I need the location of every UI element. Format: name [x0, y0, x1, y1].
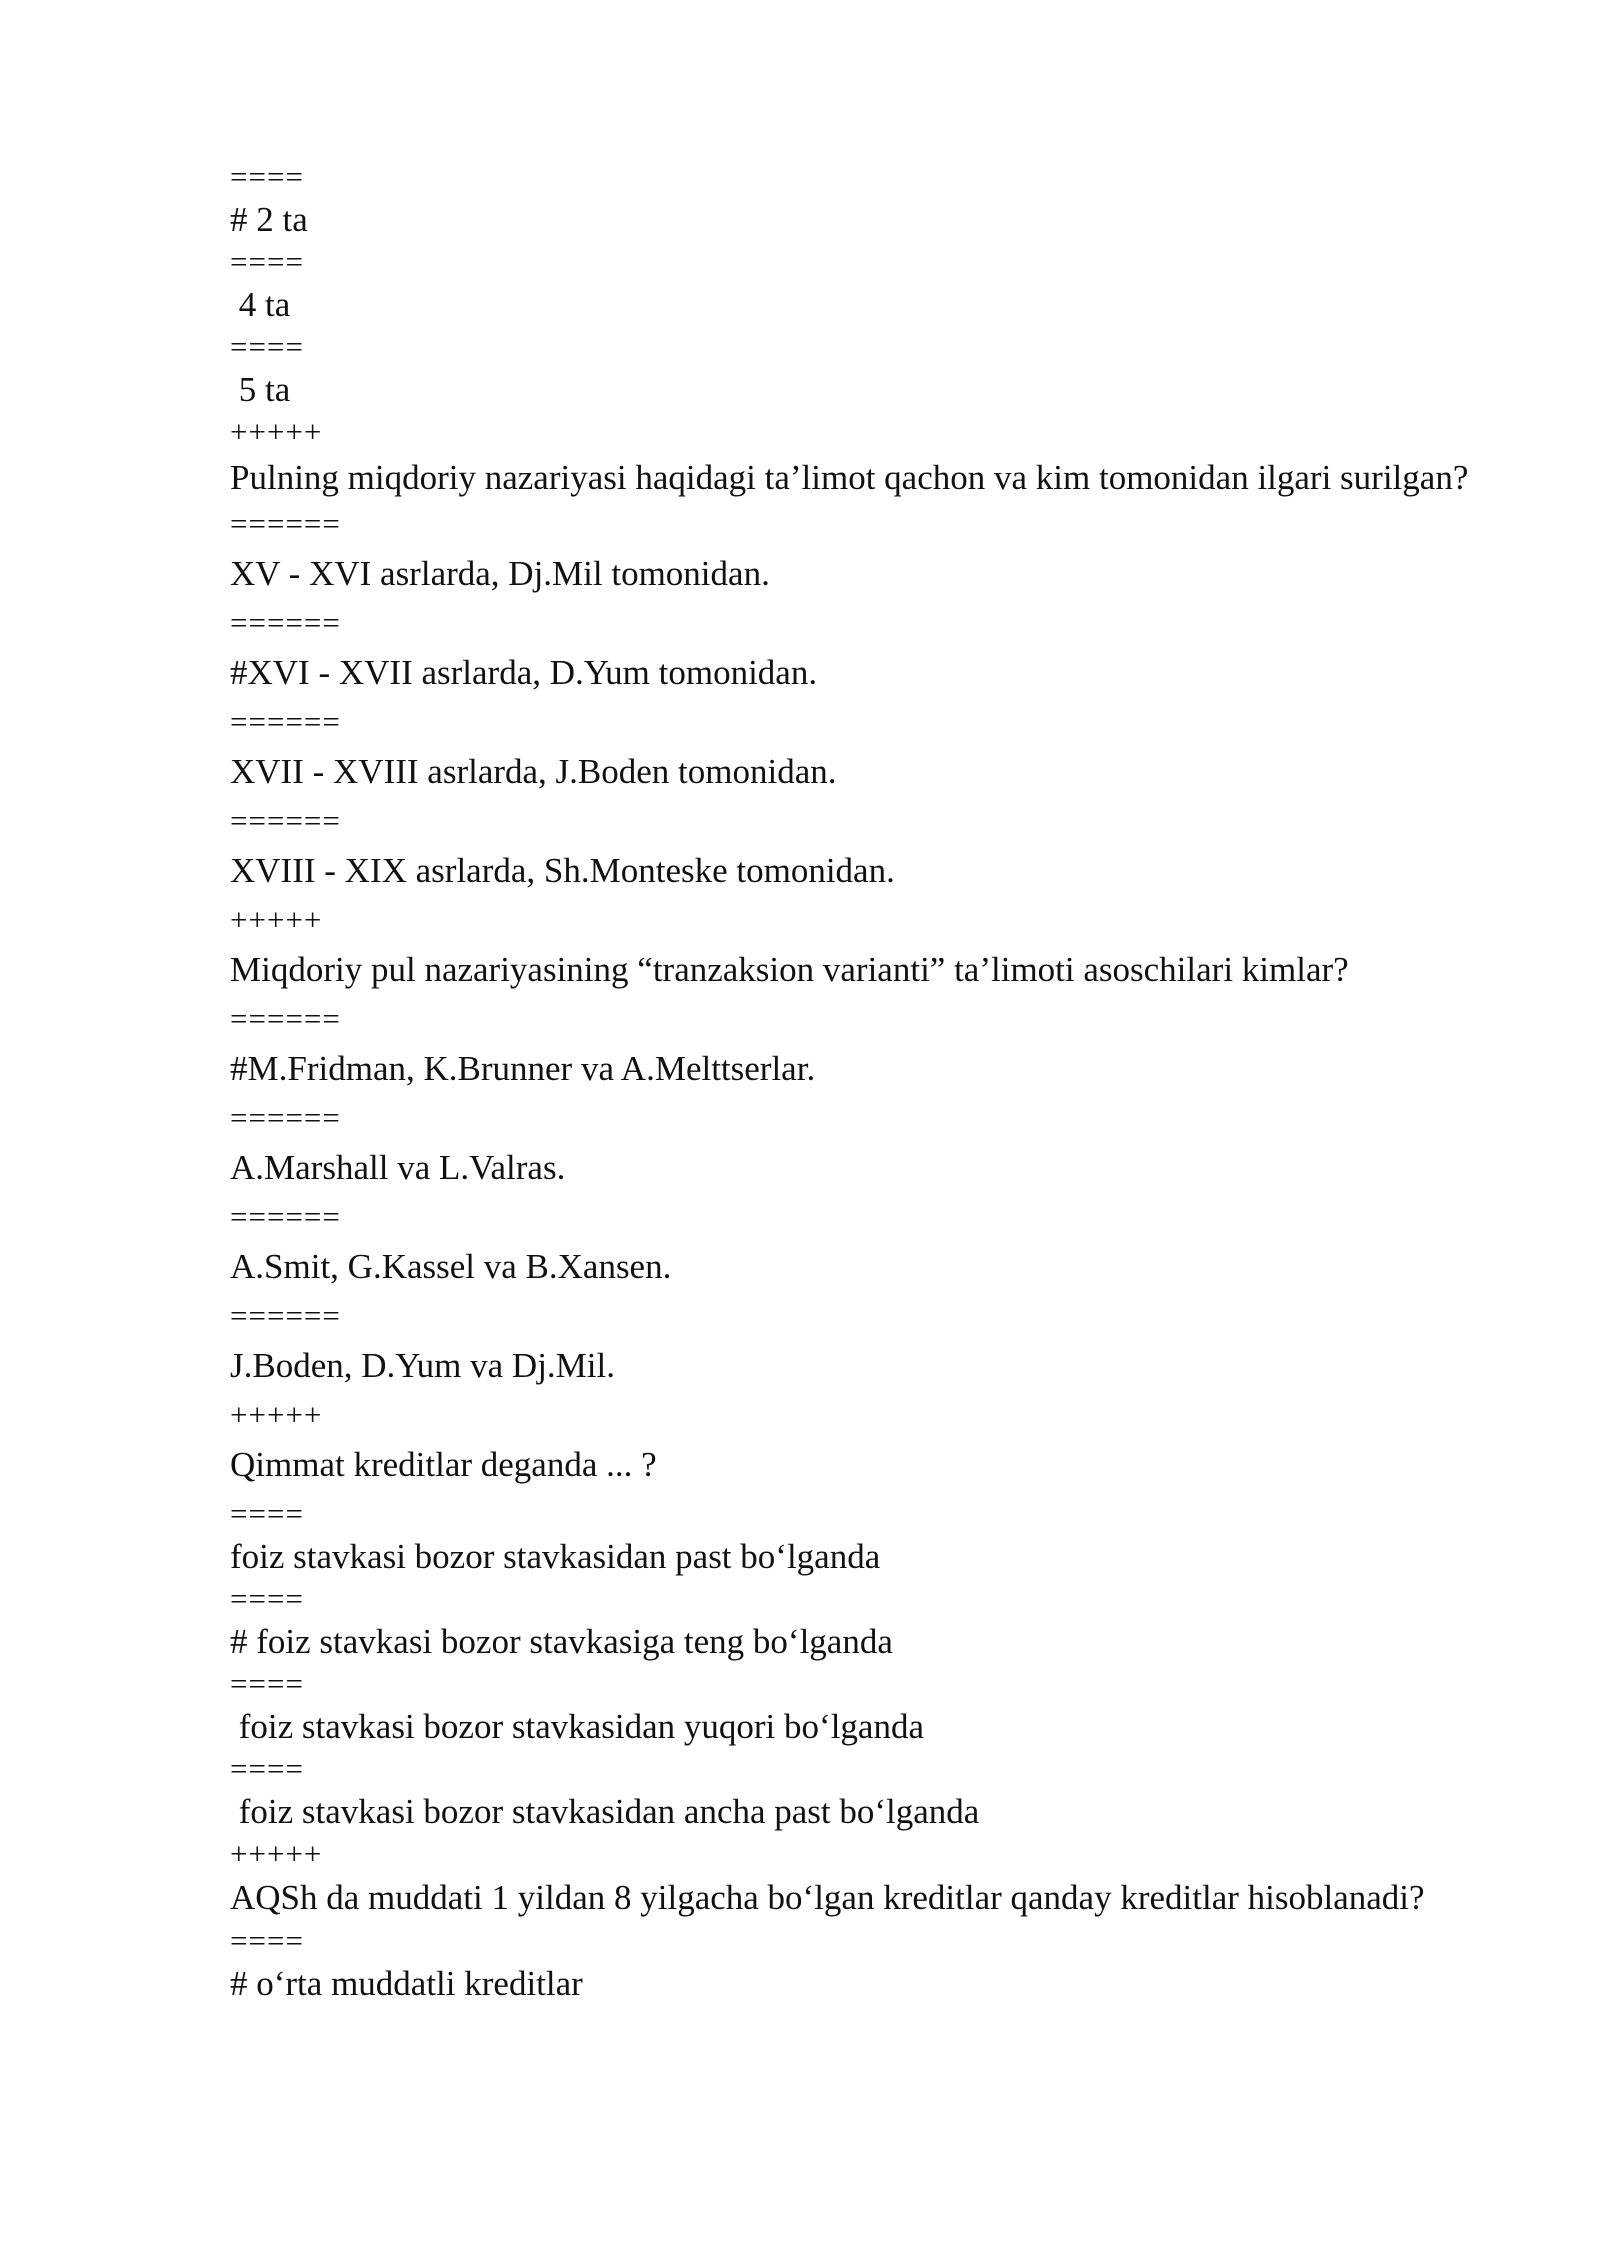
- answer-option-correct: # o‘rta muddatli kreditlar: [230, 1964, 583, 2003]
- answer-separator: ====: [230, 159, 304, 194]
- question-text: Qimmat kreditlar deganda ... ?: [230, 1445, 657, 1484]
- answer-separator: ====: [230, 1751, 304, 1786]
- answer-separator: ====: [230, 244, 304, 279]
- question-separator: +++++: [230, 1836, 323, 1871]
- answer-option: 5 ta: [230, 370, 291, 409]
- answer-option: XV - XVI asrlarda, Dj.Mil tomonidan.: [230, 554, 770, 593]
- answer-option: A.Smit, G.Kassel va B.Xansen.: [230, 1247, 672, 1286]
- answer-option: XVIII - XIX asrlarda, Sh.Monteske tomonidan.: [230, 851, 895, 890]
- question-separator: +++++: [230, 1397, 323, 1432]
- answer-option-correct: #XVI - XVII asrlarda, D.Yum tomonidan.: [230, 653, 818, 692]
- answer-separator: ======: [230, 1298, 341, 1333]
- answer-option: foiz stavkasi bozor stavkasidan yuqori bo‘lganda: [230, 1707, 924, 1746]
- answer-separator: ======: [230, 803, 341, 838]
- answer-separator: ====: [230, 1581, 304, 1616]
- answer-option: foiz stavkasi bozor stavkasidan ancha past bo‘lganda: [230, 1792, 980, 1831]
- answer-option: J.Boden, D.Yum va Dj.Mil.: [230, 1346, 615, 1385]
- answer-option-correct: # 2 ta: [230, 200, 308, 239]
- answer-option-correct: #M.Fridman, K.Brunner va A.Melttserlar.: [230, 1049, 816, 1088]
- answer-option-correct: # foiz stavkasi bozor stavkasiga teng bo‘lganda: [230, 1622, 893, 1661]
- question-text: AQSh da muddati 1 yildan 8 yilgacha bo‘lgan kreditlar qanday kreditlar hisoblanadi?: [230, 1878, 1425, 1917]
- question-separator: +++++: [230, 902, 323, 937]
- answer-separator: ======: [230, 1001, 341, 1036]
- answer-separator: ====: [230, 1666, 304, 1701]
- answer-option: XVII - XVIII asrlarda, J.Boden tomonidan.: [230, 752, 837, 791]
- question-text: Miqdoriy pul nazariyasining “tranzaksion varianti” ta’limoti asoschilari kimlar?: [230, 950, 1349, 989]
- answer-separator: ====: [230, 1496, 304, 1531]
- question-text: Pulning miqdoriy nazariyasi haqidagi ta’limot qachon va kim tomonidan ilgari surilgan?: [230, 458, 1469, 497]
- answer-separator: ======: [230, 704, 341, 739]
- answer-option: 4 ta: [230, 285, 291, 324]
- answer-option: foiz stavkasi bozor stavkasidan past bo‘lganda: [230, 1537, 881, 1576]
- answer-separator: ======: [230, 1100, 341, 1135]
- answer-separator: ======: [230, 506, 341, 541]
- answer-separator: ====: [230, 1923, 304, 1958]
- answer-separator: ====: [230, 329, 304, 364]
- question-separator: +++++: [230, 414, 323, 449]
- answer-option: A.Marshall va L.Valras.: [230, 1148, 566, 1187]
- answer-separator: ======: [230, 1199, 341, 1234]
- document-body: [230, 156, 1470, 2005]
- answer-separator: ======: [230, 605, 341, 640]
